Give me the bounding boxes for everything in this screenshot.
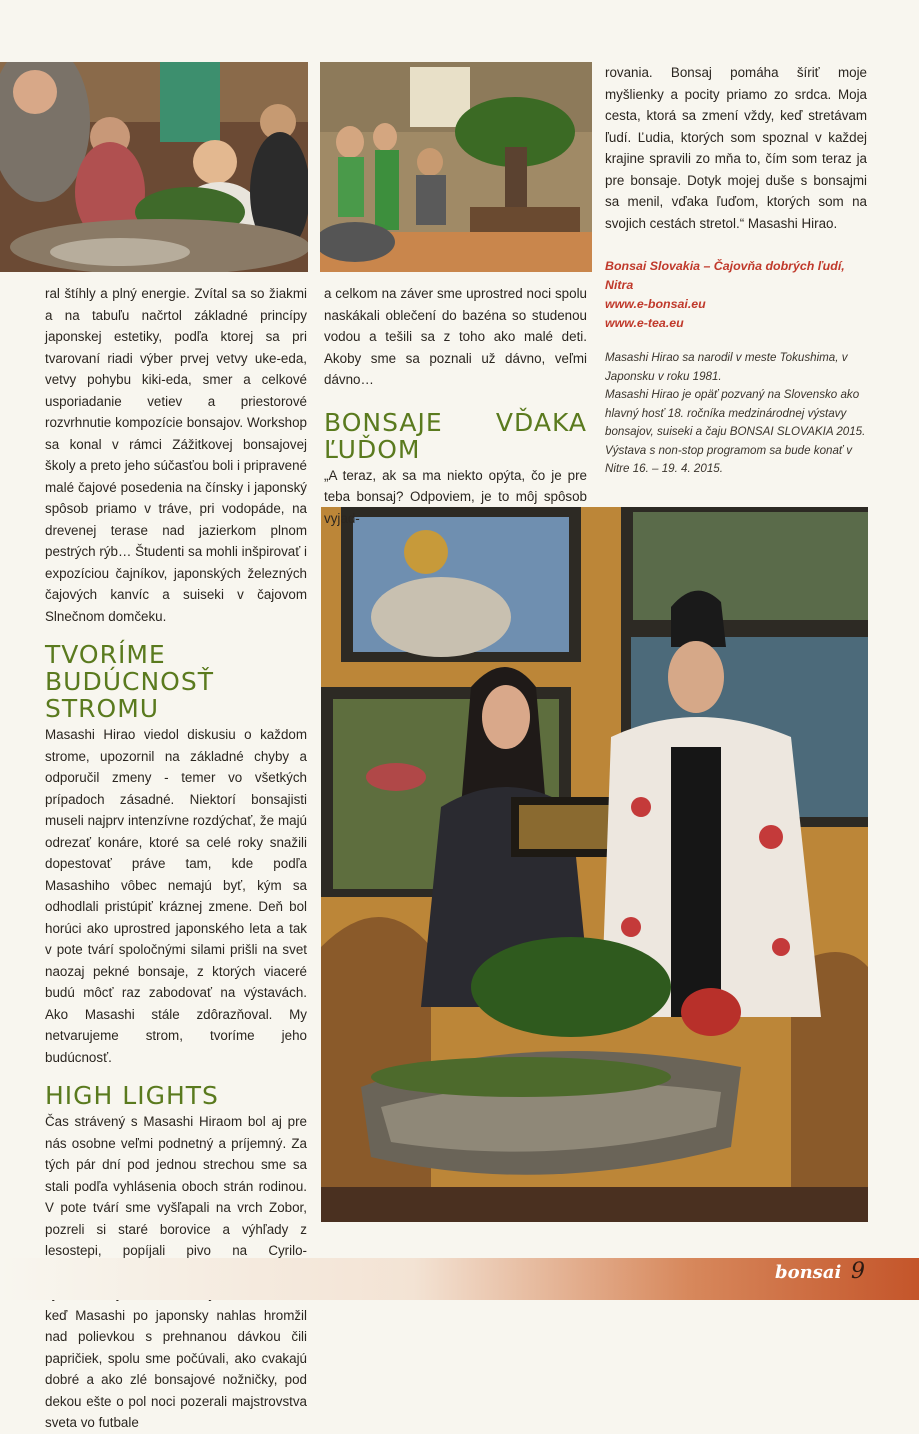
body-paragraph: Čas strávený s Masashi Hiraom bol aj pre nás osobne veľmi podnetný a príjemný. Za tých pár dní pod jednou strechou sme sa stali podľa vyhlásenia oboch strán rodinou. V pote tvárí sme vyšľapali na vrch Zobor, pozreli si staré borovice a výhľady z lesostepi, popíjali pivo na Cyrilo- keď Masashi po japonsky nahlas hromžil nad polievkou s prehnanou dávkou čili papričiek, spolu sme počúvali, ako cvakajú dobré a ako zlé bonsajové nožničky, pod dekou ešte o pol noci pozerali majstrovstva sveta vo futbale [45,1114,307,1430]
magazine-logo: bonsai [775,1262,842,1283]
body-paragraph: ral štíhly a plný energie. Zvítal sa so žiakmi a na tabuľu načrtol základné princípy japonskej estetiky, podľa ktorej sa pri tvarovaní riadi výber prvej vetvy uke-eda, vetvy pohybu kiki-eda, smer a celkové usporiadanie vetiev a priestorové rozvrhnutie kompozície bonsajov. Workshop sa konal v rámci Zážitkovej bonsajovej školy a preto jeho súčasťou boli i pripravené malé čajové posedenia na čínsky i japonský spôsob priamo v tráve, pri vodopáde, na drevenej terase nad jazierkom plnom pestrých rýb… Študenti sa mohli inšpirovať i expozíciou čajníkov, japonských železných čajových kanvíc a suiseki v čajovom Slnečnom domčeku. [45,286,307,624]
event-note: Masashi Hirao je opäť pozvaný na Slovensko ako hlavný hosť 18. ročníka medzinárodnej výstavy bonsajov, suiseki a čaju BONSAI SLOVAKIA 2015. Výstava s non-stop programom sa bude konať v Nitre 16. – 19. 4. 2015. [605,388,866,475]
body-paragraph: „A teraz, ak sa ma niekto opýta, čo je pre teba bonsaj? Odpoviem, je to môj spôsob vyjad- [324,467,587,526]
page-number: 9 [851,1259,865,1284]
info-box [605,257,867,479]
body-paragraph: Masashi Hirao viedol diskusiu o každom strome, upozornil na základné chyby a odporučil zmeny - temer vo všetkých prípadoch zásadné. Niektorí bonsajisti museli najprv intenzívne rozdýchať, že majú odrezať konáre, ktoré sa celé roky snažili dopestovať práve tam, kde podľa Masashiho vôbec nemajú byť, kým sa odhodlali pristúpiť kráznej zmene. Deň bol horúci ako uprostred japonského leta a tak v pote tvárí spoločnými silami prišli na svet naozaj pekné bonsaje, z ktorých viaceré budú môcť raz zabodovať na výstavách. Ako Masashi stále zdôrazňoval. My netvarujeme strom, tvoríme jeho budúcnosť. [45,727,307,1065]
portrait-photo [321,507,868,1222]
workshop-photo [0,62,308,272]
section-heading: BONSAJE VĎAKA ĽUĎOM [324,407,587,464]
body-paragraph: a celkom na záver sme uprostred noci spolu naskákali oblečení do bazéna so studenou vodou a tešili sa z toho ako malé deti. Akoby sme sa poznali už dávno, veľmi dávno… [324,286,587,387]
exhibition-photo [320,62,592,272]
section-heading: TVORÍME BUDÚCNOSŤ STROMU [45,640,214,723]
bio-note: Masashi Hirao sa narodil v meste Tokushima, v Japonsku v roku 1981. [605,351,848,383]
column-middle [324,283,587,529]
credit-line: Bonsai Slovakia – Čajovňa dobrých ľudí, Nitra [605,259,845,292]
section-heading: HIGH LIGHTS [45,1081,219,1110]
website-link[interactable]: www.e-tea.eu [605,316,684,330]
website-link[interactable]: www.e-bonsai.eu [605,297,706,311]
body-paragraph: rovania. Bonsaj pomáha šíriť moje myšlienky a pocity priamo zo srdca. Moja cesta, ktorá sa zmení vždy, keď stretávam ľudí. Ľudia, ktorých som spoznal v každej krajine spravili zo mňa to, čím som teraz ja pre bonsaje. Dotyk mojej duše s bonsajmi sa menil, vďaka ľuďom, ktorých som na svojich cestách stretol.“ Masashi Hirao. [605,65,867,231]
column-right [605,62,867,234]
